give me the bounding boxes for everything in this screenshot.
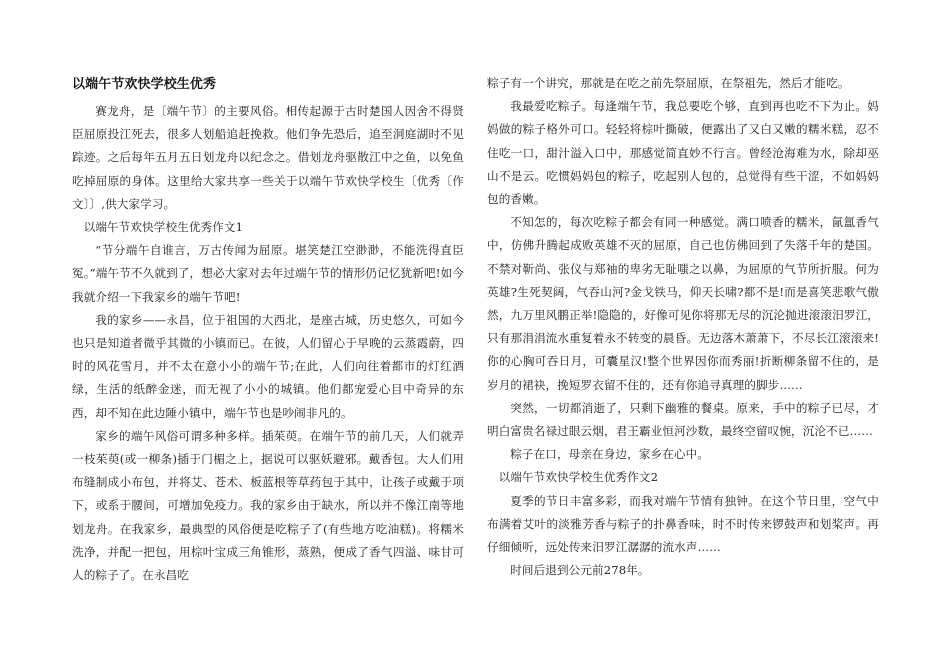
essay-2-paragraph-2: 时间后退到公元前278年。 (510, 563, 650, 578)
essay-2-heading: 以端午节欢快学校生优秀作文2 (498, 470, 659, 485)
page-title: 以端午节欢快学校生优秀 (72, 77, 217, 92)
essay-1-paragraph-7: 粽子在口，母亲在身边，家乡在心中。 (510, 447, 709, 462)
intro-paragraph: 赛龙舟，是〔端午节〕的主要风俗。相传起源于古时楚国人因舍不得贤臣屈原投江死去，很多人划船追赶挽救。他们争先恐后，追至洞庭湖时不见踪迹。之后每年五月五日划龙舟以纪念之。借划龙舟驱散江中之鱼，以免鱼吃掉屈原的身体。这里给大家共享一些关于以端午节欢快学校生〔优秀〔作文〕〕,供大家学习。 (72, 104, 464, 211)
essay-1-paragraph-3: 家乡的端午风俗可谓多种多样。插茱萸。在端午节的前几天，人们就弄一枝茱萸(或一柳条)插于门楣之上，据说可以驱妖避邪。戴香包。大人们用布缝制成小布包，并将艾、苍术、板蓝根等草药包于其中，让孩子或戴于项下，或系于腰间，可增加免疫力。我的家乡由于缺水，所以并不像江南等地划龙舟。在我家乡，最典型的风俗便是吃粽子了(有些地方吃油糕)。将糯米洗净，并配一把包，用棕叶宝成三角锥形，蒸熟，便成了香气四溢、味甘可人的粽子了。在永昌吃 (72, 428, 464, 583)
essay-2-paragraph-1: 夏季的节日丰富多彩，而我对端午节情有独钟。在这个节日里，空气中布满着艾叶的淡雅芳香与粽子的扑鼻香味，时不时传来锣鼓声和划桨声。再仔细倾听，远处传来汨罗江潺潺的流水声…… (487, 493, 879, 555)
essay-1-paragraph-5: 不知怎的，每次吃粽子都会有同一种感觉。满口喷香的糯米，氤氲香气中，仿佛升腾起成败英雄不灭的屈原，自己也仿佛回到了失落千年的楚国。不禁对靳尚、张仪与郑袖的卑劣无耻嗤之以鼻，为屈原的气节所折服。何为英雄?生死契阔，气吞山河?金戈铁马，仰天长啸?都不是!而是喜笑悲歌气傲然，九万里风鹏正举!隐隐的，好像可见你将那无尽的沉沦抛进滚滚汨罗江，只有那涓涓流水重复着永不转变的晨昏。无边落木萧萧下，不尽长江滚滚来!你的心胸可吞日月，可囊星汉!整个世界因你而秀丽!折断柳条留不住的，是岁月的裙袂，挽短罗衣留不住的，还有你追寻真理的脚步…… (487, 215, 879, 392)
left-column (72, 72, 464, 587)
essay-1-paragraph-6: 突然，一切都消逝了，只剩下幽雅的餐桌。原来，手中的粽子已尽，才明白富贵名禄过眼云烟，君王霸业恒河沙数，最终空留叹惋，沉沦不已…… (487, 400, 879, 439)
essay-1-paragraph-2: 我的家乡——永昌，位于祖国的大西北，是座古城，历史悠久，可如今也只是知道者微乎其微的小镇而已。在彼，人们留心于早晚的云蒸霞蔚，四时的风花雪月，并不太在意小小的端午节;在此，人们向往着都市的灯红酒绿，生活的纸醉金迷，而无视了小小的城镇。他们都宠爱心目中奇异的东西，却不知在此边陲小镇中，端午节也是吵闹非凡的。 (72, 312, 464, 420)
essay-1-paragraph-3-continued: 粽子有一个讲究，那就是在吃之前先祭屈原，在祭祖先，然后才能吃。 (487, 76, 850, 90)
right-column (487, 72, 879, 582)
essay-1-heading: 以端午节欢快学校生优秀作文1 (83, 220, 244, 235)
essay-1-paragraph-1: “节分端午自谁言，万古传闻为屈原。堪笑楚江空渺渺，不能洗得直臣冤。”端午节不久就到了，想必大家对去年过端午节的情形仍记忆犹新吧!如今我就介绍一下我家乡的端午节吧! (72, 243, 464, 304)
essay-1-paragraph-4: 我最爱吃粽子。每逢端午节，我总要吃个够，直到再也吃不下为止。妈妈做的粽子格外可口。轻轻将棕叶撕破，便露出了又白又嫩的糯米糕，忍不住吃一口，甜汁溢入口中，那感觉简直妙不行言。曾经沧海难为水，除却巫山不是云。吃惯妈妈包的粽子，吃起别人包的，总觉得有些干涩，不如妈妈包的香嫩。 (487, 99, 879, 207)
